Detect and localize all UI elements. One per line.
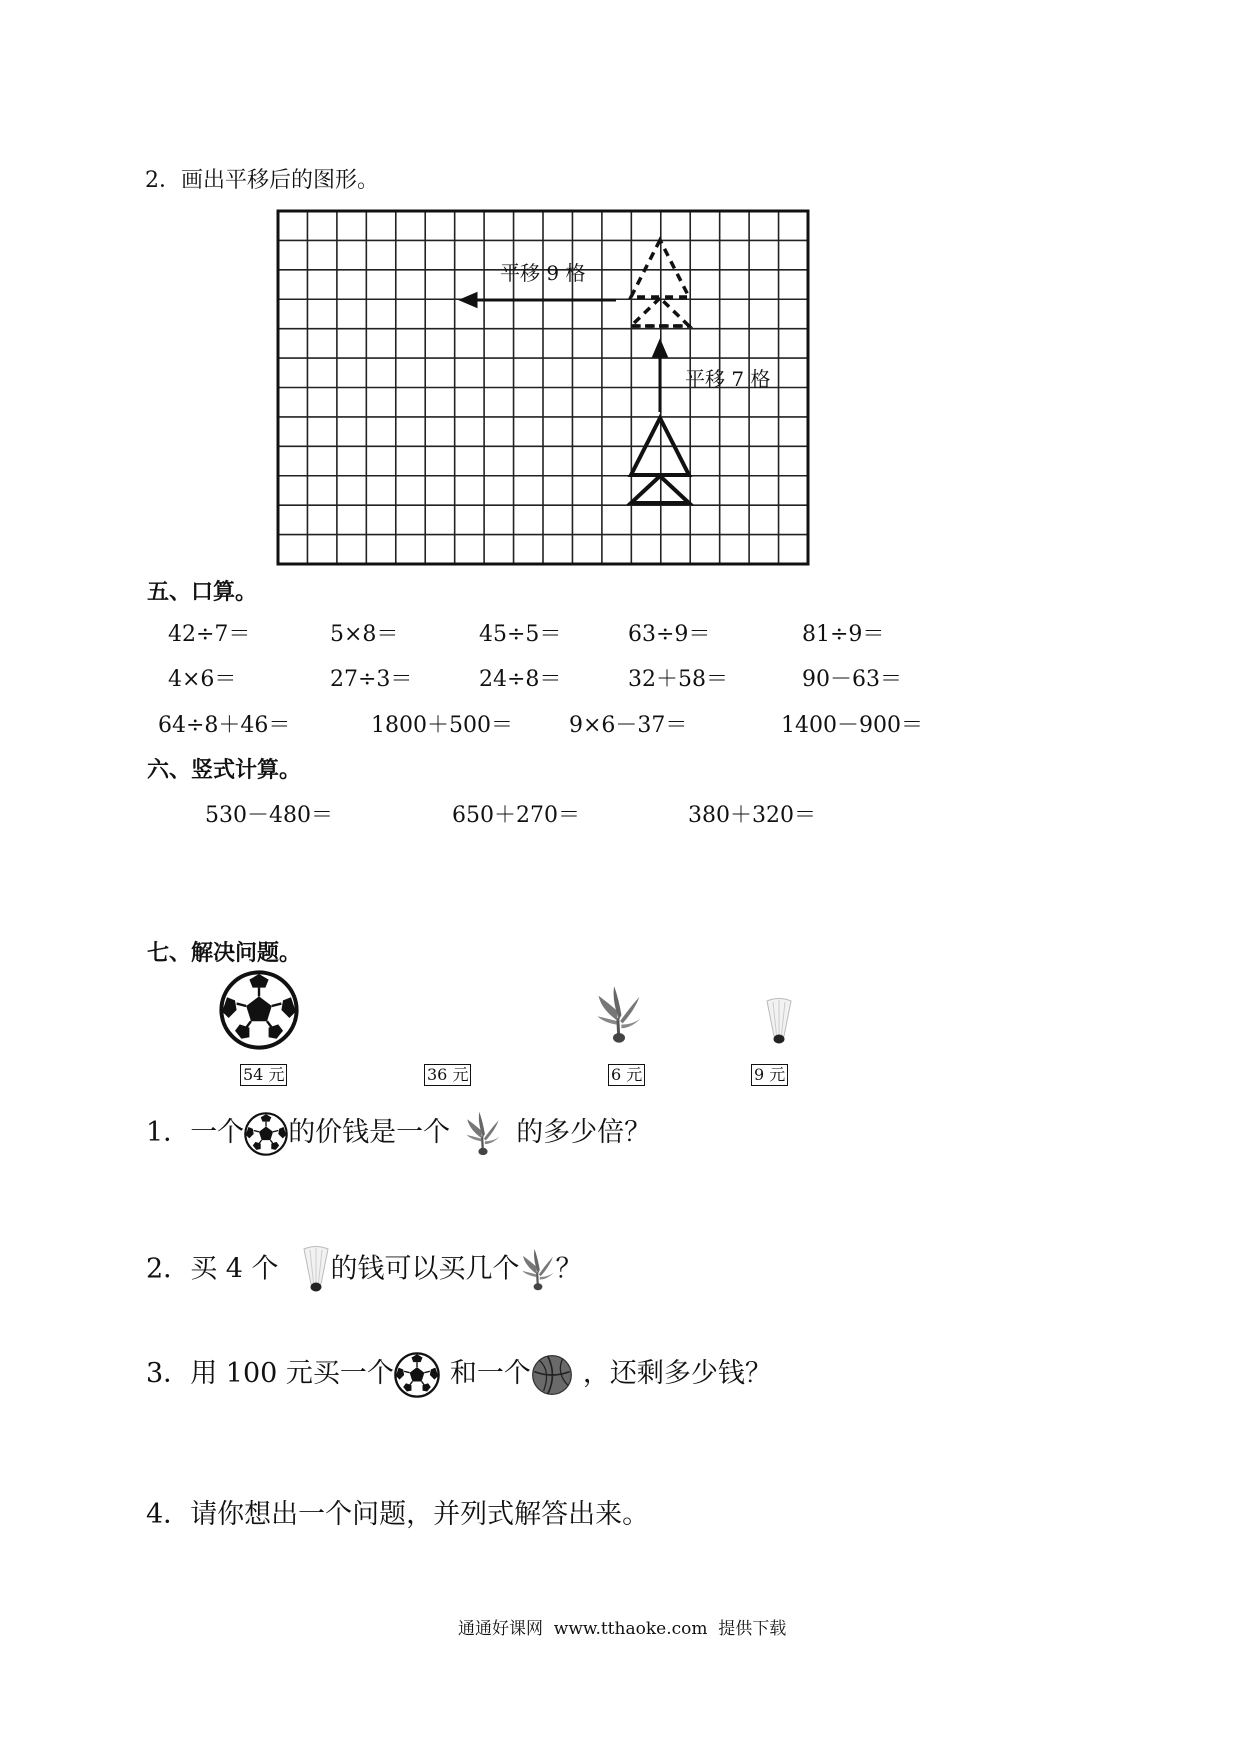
problem-number: 2． bbox=[146, 1253, 191, 1285]
calc-item: 64÷8＋46＝ bbox=[158, 713, 291, 738]
calc-item: 9×6－37＝ bbox=[569, 713, 688, 738]
arrow-up bbox=[654, 342, 666, 412]
feather-shuttlecock-icon bbox=[595, 985, 643, 1045]
problem-number: 1． bbox=[146, 1117, 191, 1148]
calc-item: 5×8＝ bbox=[330, 622, 399, 647]
label-translate-up: 平移 7 格 bbox=[685, 367, 771, 391]
problem-text: 的价钱是一个 bbox=[288, 1117, 451, 1148]
calc-item: 1800＋500＝ bbox=[371, 713, 513, 738]
calc-item: 90－63＝ bbox=[802, 667, 902, 692]
calc-item: 63÷9＝ bbox=[628, 622, 711, 647]
calc-item: 45÷5＝ bbox=[479, 622, 562, 647]
calc-item: 24÷8＝ bbox=[479, 667, 562, 692]
problem-text: 买 4 个 bbox=[190, 1253, 279, 1285]
problem-text: 用 100 元买一个 bbox=[190, 1358, 394, 1389]
problem-4 bbox=[146, 1492, 649, 1531]
problem-number: 3． bbox=[146, 1358, 191, 1389]
problem-text: ？ bbox=[555, 1253, 583, 1285]
calc-item: 27÷3＝ bbox=[330, 667, 413, 692]
problem-3 bbox=[146, 1351, 772, 1398]
problem-text: 的钱可以买几个 bbox=[330, 1253, 520, 1285]
feather-shuttlecock-icon bbox=[520, 1248, 556, 1292]
price-tag: 9 元 bbox=[751, 1064, 788, 1086]
problem-number: 4． bbox=[146, 1499, 191, 1530]
problem-1 bbox=[146, 1110, 651, 1157]
calc-item: 530－480＝ bbox=[205, 803, 333, 828]
basketball-icon bbox=[531, 1354, 573, 1396]
calc-item: 32＋58＝ bbox=[628, 667, 728, 692]
calc-item: 42÷7＝ bbox=[168, 622, 251, 647]
calc-item: 81÷9＝ bbox=[802, 622, 885, 647]
calc-item: 4×6＝ bbox=[168, 667, 237, 692]
price-tag: 36 元 bbox=[424, 1064, 471, 1086]
price-tag: 6 元 bbox=[608, 1064, 645, 1086]
calc-item: 380＋320＝ bbox=[688, 803, 816, 828]
problem-2 bbox=[146, 1245, 583, 1295]
shuttlecock-icon bbox=[764, 997, 794, 1047]
shuttlecock-icon bbox=[301, 1245, 331, 1295]
calc-item: 1400－900＝ bbox=[781, 713, 923, 738]
arrow-left bbox=[462, 294, 616, 306]
label-translate-left: 平移 9 格 bbox=[500, 261, 586, 285]
section-6-title: 六、竖式计算。 bbox=[147, 758, 302, 783]
problem-text: 一个 bbox=[190, 1117, 245, 1148]
problem-text: 和一个 bbox=[449, 1358, 531, 1389]
soccer-ball-icon bbox=[244, 1112, 288, 1156]
feather-shuttlecock-icon bbox=[464, 1111, 502, 1157]
problem-text: ，还剩多少钱？ bbox=[582, 1358, 772, 1389]
section-7-title: 七、解决问题。 bbox=[147, 941, 302, 966]
problem-text: 请你想出一个问题，并列式解答出来。 bbox=[190, 1499, 650, 1530]
soccer-ball-icon bbox=[219, 970, 299, 1050]
footer-credit: 通通好课网 www.tthaoke.com 提供下载 bbox=[458, 1619, 787, 1639]
soccer-ball-icon bbox=[394, 1352, 440, 1398]
calc-item: 650＋270＝ bbox=[452, 803, 580, 828]
problem-text: 的多少倍？ bbox=[516, 1117, 652, 1148]
section-5-title: 五、口算。 bbox=[147, 580, 258, 605]
question-title: 2．画出平移后的图形。 bbox=[145, 168, 379, 193]
price-tag: 54 元 bbox=[240, 1064, 287, 1086]
